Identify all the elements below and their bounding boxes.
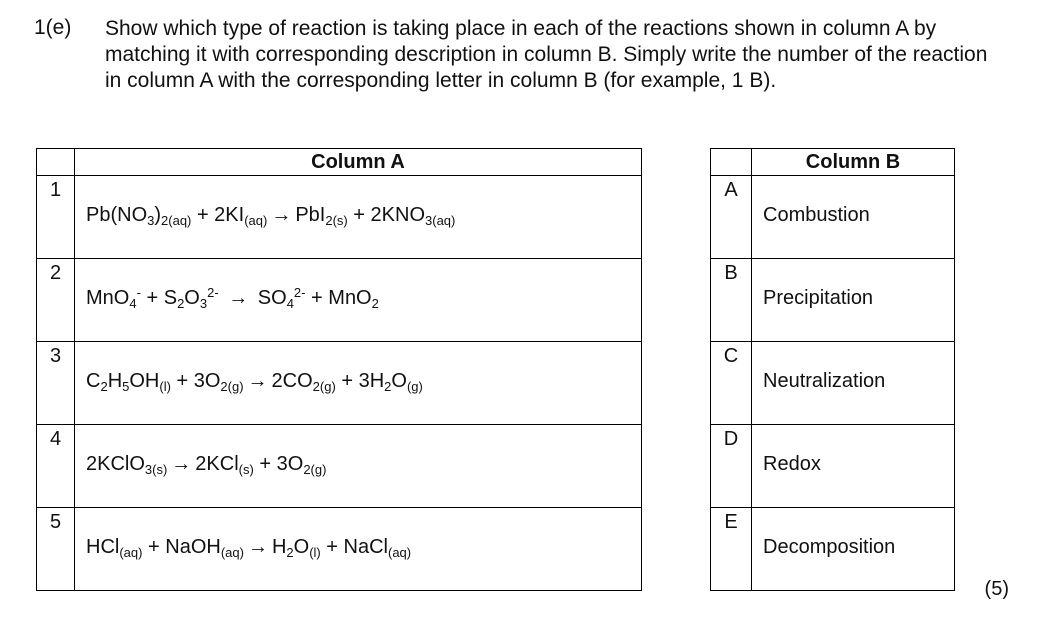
equation-sub: 5 <box>122 379 130 394</box>
marks-total: (5) <box>984 578 1009 600</box>
reaction-cell <box>75 425 642 508</box>
reaction-equation <box>86 370 423 393</box>
description-cell <box>752 176 955 259</box>
equation-text: 2KCl <box>195 453 239 475</box>
reaction-row <box>37 425 642 508</box>
equation-arrow: → <box>247 536 268 558</box>
equation-sub: 2 <box>177 296 185 311</box>
equation-sub: 4 <box>129 296 137 311</box>
equation-sub: (aq) <box>244 213 268 228</box>
reaction-equation <box>86 536 411 559</box>
equation-sub: (s) <box>238 462 254 477</box>
reaction-number: 2 <box>37 259 75 342</box>
description-letter: B <box>711 259 752 342</box>
equation-sub: 2(aq) <box>161 213 192 228</box>
description-letter: A <box>711 176 752 259</box>
reaction-cell <box>75 176 642 259</box>
equation-text: O <box>391 370 407 392</box>
equation-sub: 3(s) <box>144 462 168 477</box>
column-a-header: Column A <box>75 149 642 176</box>
equation-text: OH <box>129 370 160 392</box>
column-b-blank-header <box>711 149 752 176</box>
equation-text: SO <box>257 287 287 309</box>
column-a-header-row <box>37 149 642 176</box>
equation-text: + NaCl <box>320 536 388 558</box>
equation-text: + 3O <box>170 370 221 392</box>
reaction-number: 3 <box>37 342 75 425</box>
equation-text: + 3O <box>253 453 304 475</box>
description-row <box>711 259 955 342</box>
equation-sub: 2 <box>371 296 379 311</box>
equation-sub: (g) <box>406 379 423 394</box>
question-instruction: Show which type of reaction is taking place in each of the reactions shown in column A by matching it with corresponding description in column B. Simply write the number of the reaction in column A with the corresponding letter in column B (for example, 1 B). <box>105 17 988 92</box>
description-cell <box>752 425 955 508</box>
equation-sup: - <box>136 285 141 300</box>
equation-sub: (l) <box>309 545 321 560</box>
reaction-equation <box>86 453 326 476</box>
equation-arrow: → <box>222 287 254 309</box>
equation-text: O <box>293 536 310 558</box>
equation-sup: 2- <box>293 285 306 300</box>
reaction-equation <box>86 204 455 227</box>
equation-sub: (l) <box>159 379 171 394</box>
description-row <box>711 176 955 259</box>
equation-sub: 3(aq) <box>425 213 456 228</box>
equation-text: HCl <box>86 536 120 558</box>
equation-text: + 2KI <box>191 204 245 226</box>
equation-text: C <box>86 370 101 392</box>
description-cell <box>752 342 955 425</box>
equation-sub: 3 <box>147 213 155 228</box>
reaction-row <box>37 259 642 342</box>
equation-text: H <box>107 370 123 392</box>
equation-text: Pb(NO <box>86 204 148 226</box>
equation-sub: 2(g) <box>220 379 244 394</box>
equation-text: MnO <box>86 287 130 309</box>
description-cell <box>752 508 955 591</box>
equation-text: + S <box>140 287 178 309</box>
reaction-number: 4 <box>37 425 75 508</box>
reaction-number: 5 <box>37 508 75 591</box>
equation-text: 2KClO <box>86 453 145 475</box>
description-letter: C <box>711 342 752 425</box>
equation-sub: (aq) <box>119 545 143 560</box>
equation-sub: 2 <box>100 379 108 394</box>
equation-text: + MnO <box>305 287 372 309</box>
question-number: 1(e) <box>34 16 72 39</box>
description-label: Redox <box>763 453 821 475</box>
reaction-cell <box>75 508 642 591</box>
equation-sub: (aq) <box>388 545 412 560</box>
reaction-row <box>37 342 642 425</box>
description-cell <box>752 259 955 342</box>
equation-sub: (aq) <box>220 545 244 560</box>
description-label: Neutralization <box>763 370 886 392</box>
column-b-header: Column B <box>752 149 955 176</box>
equation-sub: 3 <box>199 296 208 311</box>
description-label: Decomposition <box>763 536 896 558</box>
equation-text: O <box>184 287 200 309</box>
reaction-cell <box>75 259 642 342</box>
equation-sub: 2(s) <box>325 213 348 228</box>
equation-sup: 2- <box>207 285 219 300</box>
equation-sub: 4 <box>286 296 294 311</box>
reaction-equation <box>86 287 379 310</box>
equation-arrow: → <box>247 370 268 392</box>
equation-arrow: → <box>171 453 192 475</box>
description-row <box>711 342 955 425</box>
description-row <box>711 508 955 591</box>
reaction-cell <box>75 342 642 425</box>
equation-text: + 2KNO <box>347 204 426 226</box>
description-letter: E <box>711 508 752 591</box>
equation-sub: 2(g) <box>303 462 327 477</box>
description-letter: D <box>711 425 752 508</box>
equation-text: + 3H <box>335 370 385 392</box>
equation-text: + NaOH <box>142 536 221 558</box>
equation-arrow: → <box>271 204 292 226</box>
column-b-header-row <box>711 149 955 176</box>
equation-text: H <box>271 536 287 558</box>
reaction-row <box>37 176 642 259</box>
column-a-blank-header <box>37 149 75 176</box>
equation-sub: 2 <box>286 545 294 560</box>
reaction-number: 1 <box>37 176 75 259</box>
equation-text: 2CO <box>271 370 313 392</box>
description-label: Combustion <box>763 204 870 226</box>
equation-sub: 2 <box>384 379 392 394</box>
reaction-row <box>37 508 642 591</box>
equation-sub: 2(g) <box>312 379 336 394</box>
equation-text: PbI <box>295 204 326 226</box>
equation-text: ) <box>154 204 162 226</box>
description-row <box>711 425 955 508</box>
column-b-table <box>710 148 955 591</box>
column-a-table <box>36 148 642 591</box>
description-label: Precipitation <box>763 287 874 309</box>
